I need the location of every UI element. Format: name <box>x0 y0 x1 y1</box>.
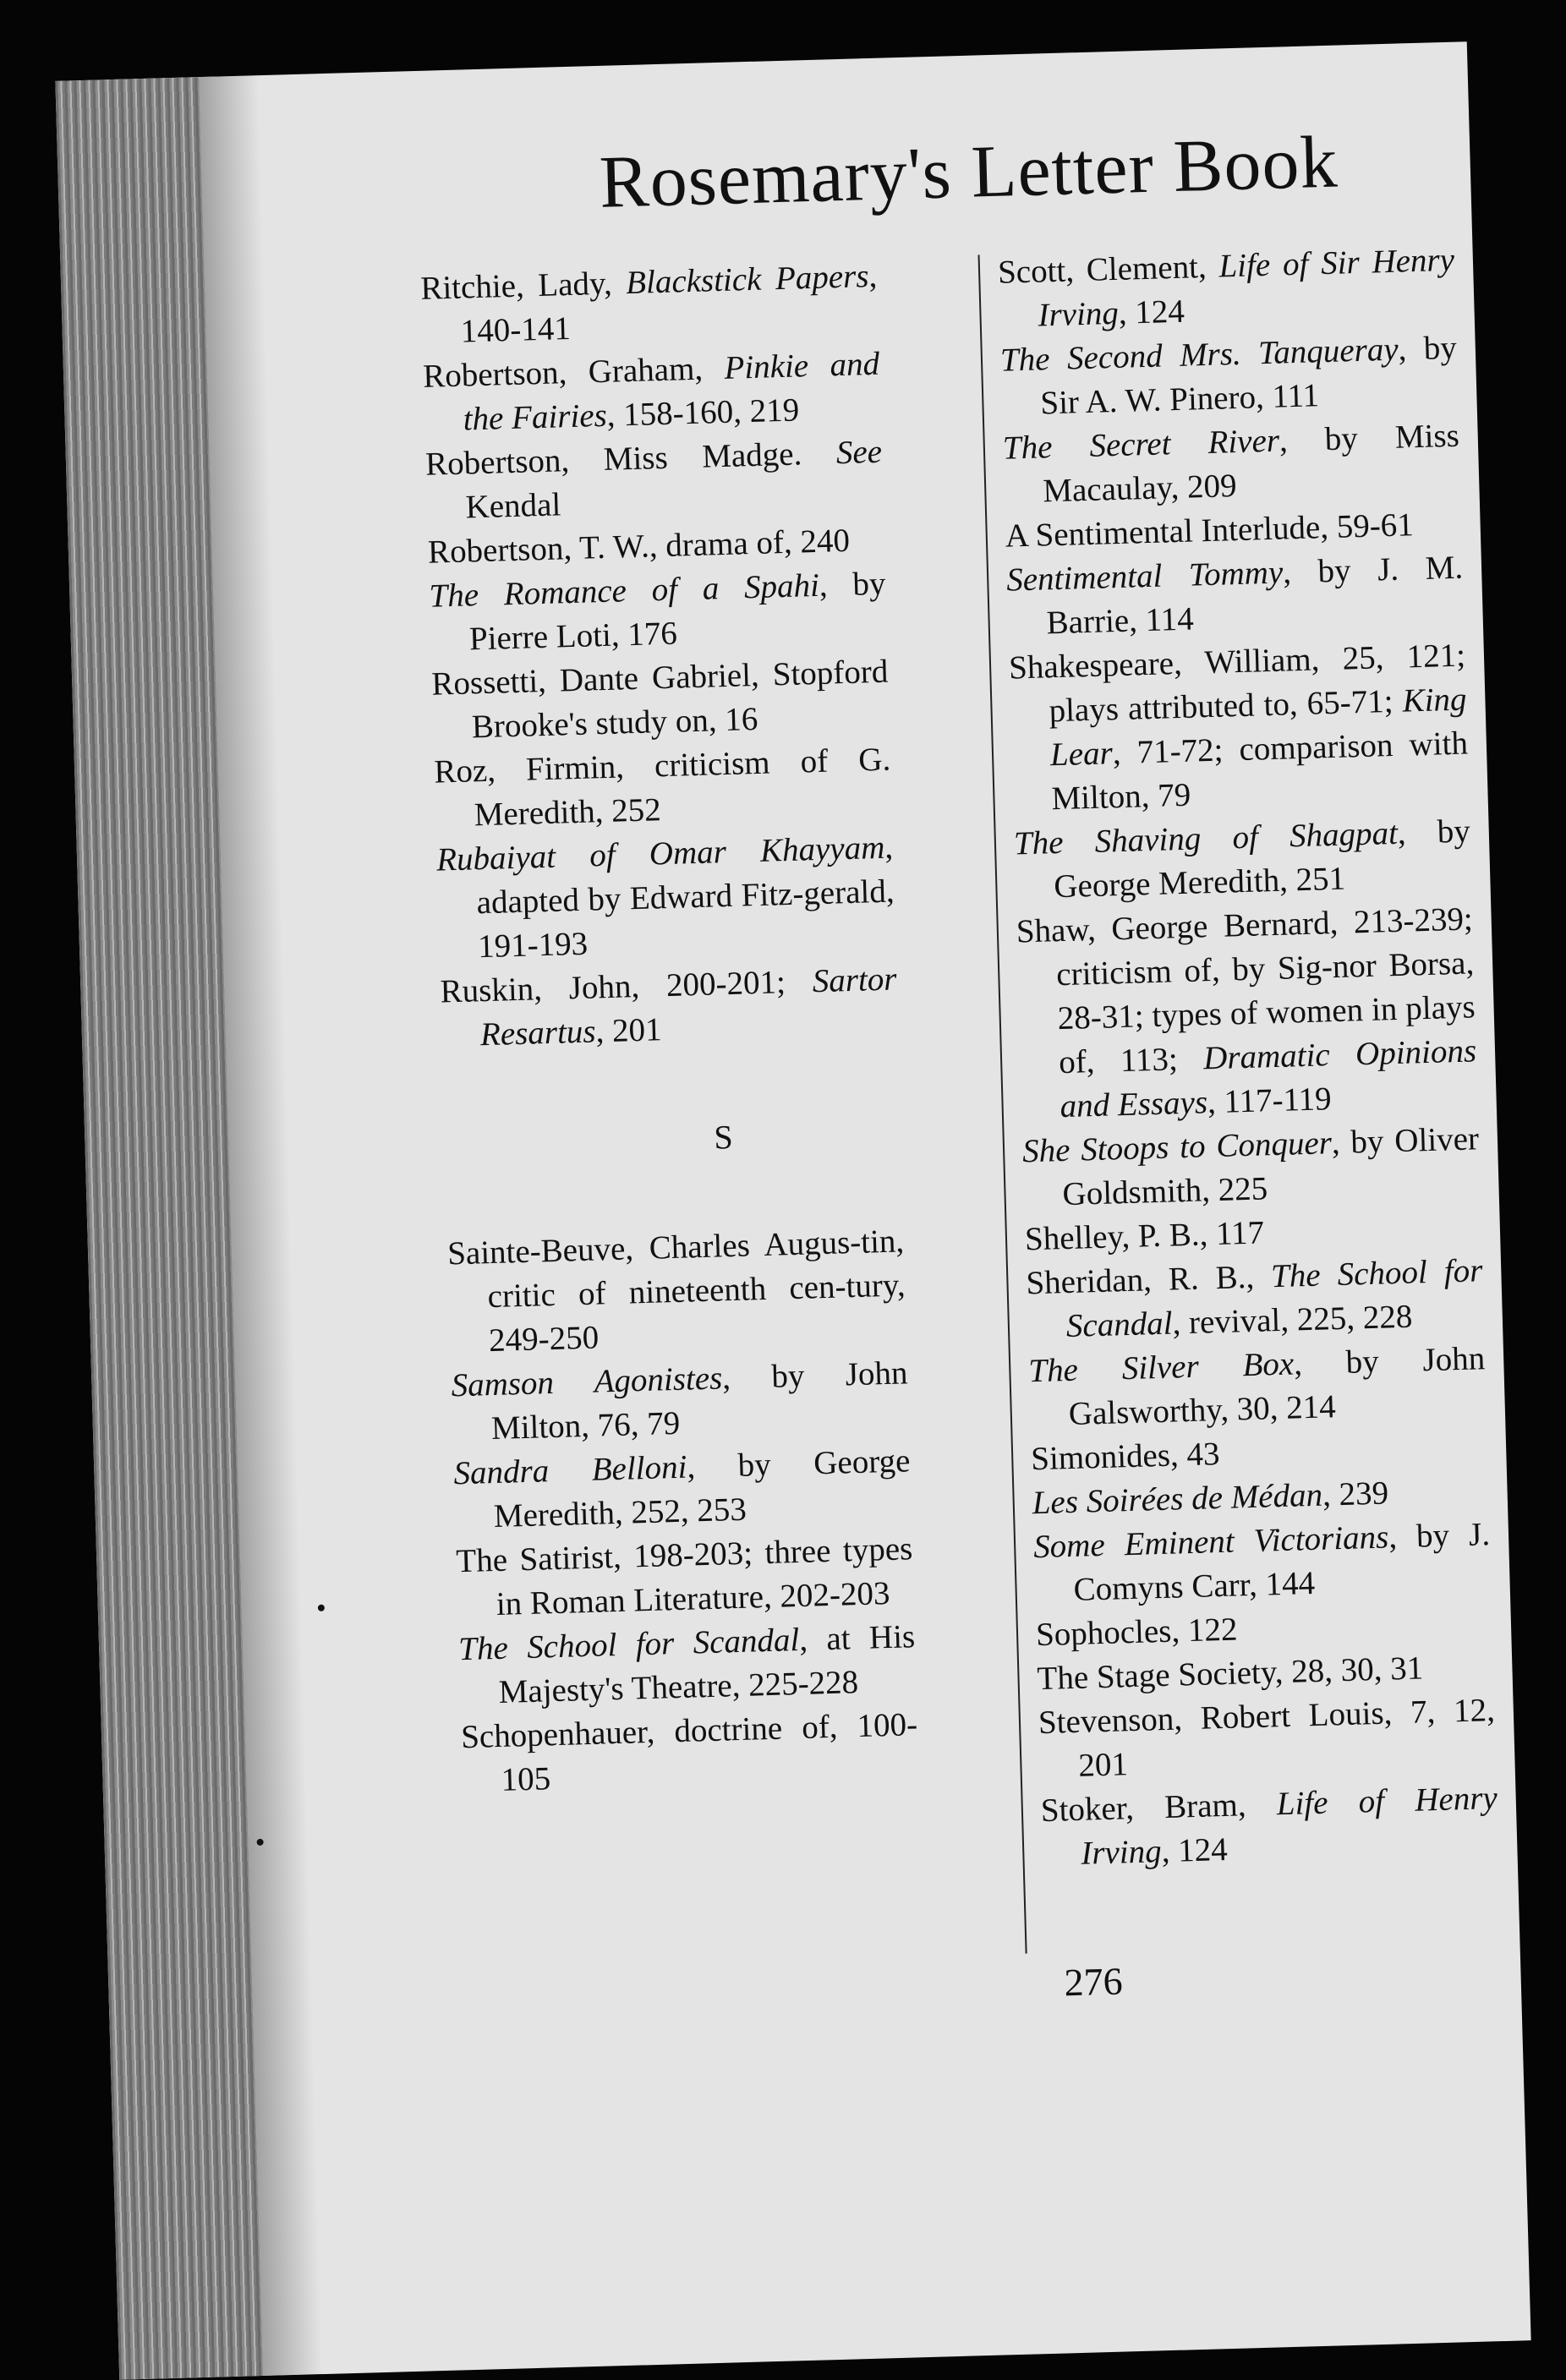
index-entry-title: Some Eminent Victorians <box>1032 1518 1389 1566</box>
index-entry <box>1016 897 1478 1130</box>
page-edge <box>55 77 263 2380</box>
index-entry-text: , 71-72; comparison with Milton, 79 <box>1050 725 1469 818</box>
index-column-left <box>420 254 920 1803</box>
index-entry-text: Sheridan, R. B., <box>1025 1258 1272 1302</box>
index-entry-text: Shelley, P. B., 117 <box>1024 1214 1265 1258</box>
index-entry <box>1033 1513 1492 1613</box>
index-entry <box>436 826 896 971</box>
index-entry-title: The Romance of a Spahi <box>428 566 820 615</box>
index-entry <box>456 1527 915 1628</box>
index-entry-text: , by George Meredith, 252, 253 <box>493 1442 911 1535</box>
index-entry-text: Robertson, Miss Madge. <box>424 435 837 483</box>
index-entry-title: Pinkie and the Fairies <box>463 345 880 438</box>
index-entry-title: The School for Scandal <box>457 1622 800 1668</box>
index-entry-text: Sophocles, 122 <box>1035 1611 1238 1654</box>
index-entry-title: The Silver Box <box>1027 1345 1295 1390</box>
index-entry-text: Roz, Firmin, criticism of G. Meredith, 252 <box>433 741 891 834</box>
index-entry <box>440 957 899 1058</box>
index-entry-text: Sainte-Beuve, Charles Augus-tin, critic of nineteenth cen-tury, 249-250 <box>446 1223 906 1360</box>
index-entry-text: Scott, Clement, <box>997 248 1220 291</box>
index-entry <box>1028 1337 1487 1437</box>
index-entry-text: , 117-119 <box>1207 1081 1333 1121</box>
index-entry-text: Ritchie, Lady, <box>419 265 627 307</box>
index-entry-text: , 124 <box>1118 293 1185 331</box>
index-entry-text: Stevenson, Robert Louis, 7, 12, 201 <box>1038 1692 1496 1784</box>
index-group-r <box>420 254 899 1059</box>
index-entry-title: Sandra Belloni <box>452 1448 687 1492</box>
index-entry <box>424 430 884 531</box>
index-entry-title: The Second Mrs. Tanqueray <box>999 331 1399 379</box>
index-entry-text: , 140-141 <box>460 257 878 350</box>
index-entry-text: , by J. M. Barrie, 114 <box>1046 549 1464 642</box>
index-entry-title: Dramatic Opinions and Essays <box>1060 1032 1477 1125</box>
index-entry-text: Schopenhauer, doctrine of, 100-105 <box>460 1706 918 1798</box>
index-entry-text: , 158-160, 219 <box>606 391 800 434</box>
index-entry-title: Sartor Resartus <box>479 960 897 1053</box>
index-entry-text: , by Miss Macaulay, 209 <box>1042 417 1460 510</box>
index-entry <box>434 738 893 839</box>
index-entry-text: Ruskin, John, 200-201; <box>440 963 813 1010</box>
index-column-right <box>997 238 1499 1877</box>
index-entry <box>429 562 888 663</box>
index-entry <box>1040 1776 1499 1877</box>
index-entry-text: , by John Milton, 76, 79 <box>490 1354 909 1447</box>
index-entry <box>999 326 1459 427</box>
index-group-s-continued <box>997 238 1499 1877</box>
index-entry-title: See <box>835 433 883 472</box>
section-letter: S <box>713 1117 734 1157</box>
index-entry-text: A Sentimental Interlude, 59-61 <box>1005 506 1415 555</box>
index-entry-text: The Stage Society, 28, 30, 31 <box>1036 1650 1424 1698</box>
index-entry <box>451 1351 910 1452</box>
index-group-s <box>447 1219 920 1803</box>
index-entry-text: Robertson, Graham, <box>422 349 726 395</box>
index-entry-title: Rubaiyat of Omar Khayyam <box>435 829 885 878</box>
index-entry <box>458 1615 917 1715</box>
index-entry-text: Robertson, T. W., drama of, 240 <box>427 522 851 571</box>
index-entry-text: , by Oliver Goldsmith, 225 <box>1061 1120 1480 1213</box>
index-entry-title: Samson Agonistes <box>451 1360 723 1404</box>
index-entry-text: , by J. Comyns Carr, 144 <box>1073 1516 1491 1608</box>
index-entry-title: Les Soirées de Médan <box>1032 1476 1323 1522</box>
page-number: 276 <box>1063 1959 1124 2005</box>
index-entry-title: The Secret River <box>1002 422 1280 467</box>
index-entry-text: , at His Majesty's Theatre, 225-228 <box>498 1618 916 1710</box>
index-entry <box>420 254 879 355</box>
index-entry-title: She Stoops to Conquer <box>1021 1124 1333 1170</box>
index-entry-title: Life of Sir Henry Irving <box>1037 241 1455 334</box>
index-entry-title: Life of Henry Irving <box>1080 1780 1498 1872</box>
index-entry-title: The Shaving of Shagpat <box>1013 814 1399 862</box>
index-entry-text: , adapted by Edward Fitz-gerald, 191-193 <box>476 829 895 966</box>
index-entry-title: Sentimental Tommy <box>1005 554 1284 599</box>
index-entry <box>431 650 890 751</box>
book-page <box>55 41 1530 2380</box>
index-entry-text: , by Sir A. W. Pinero, 111 <box>1039 329 1458 422</box>
index-entry-text: Shaw, George Bernard, 213-239; criticism of, by Sig-nor Borsa, 28-31; types of women in plays of, 113; <box>1016 900 1476 1081</box>
index-entry-text: Stoker, Bram, <box>1040 1786 1278 1830</box>
index-entry <box>1038 1688 1497 1789</box>
page-title: Rosemary's Letter Book <box>598 121 1339 224</box>
index-entry-text: Kendal <box>465 486 561 526</box>
index-entry <box>1026 1249 1485 1349</box>
index-entry <box>447 1219 907 1364</box>
index-entry <box>423 342 882 443</box>
index-entry-text: , by John Galsworthy, 30, 214 <box>1068 1340 1486 1432</box>
index-entry <box>1006 546 1465 647</box>
index-entry <box>453 1439 912 1540</box>
index-entry-text: Simonides, 43 <box>1030 1436 1221 1478</box>
index-entry-title: Blackstick Papers <box>625 258 870 302</box>
index-entry-text: , 124 <box>1161 1830 1229 1870</box>
index-entry-text: , 239 <box>1322 1475 1389 1513</box>
index-entry-text: The Satirist, 198-203; three types in Roman Literature, 202-203 <box>455 1530 913 1622</box>
index-entry <box>1013 809 1472 910</box>
index-entry-title: King Lear <box>1049 681 1468 774</box>
index-entry-text: Shakespeare, William, 25, 121; plays attributed to, 65-71; <box>1008 637 1466 730</box>
index-entry-title: The School for Scandal <box>1065 1252 1483 1345</box>
index-entry <box>997 238 1456 339</box>
index-entry <box>461 1703 920 1803</box>
index-entry-text: , by George Meredith, 251 <box>1053 812 1471 905</box>
index-entry-text: , by Pierre Loti, 176 <box>468 565 886 658</box>
index-entry <box>1008 634 1470 823</box>
ink-speck <box>318 1605 325 1611</box>
index-entry <box>1021 1117 1481 1217</box>
index-entry <box>1002 414 1461 515</box>
index-entry-text: , revival, 225, 228 <box>1171 1298 1413 1342</box>
index-entry-text: Rossetti, Dante Gabriel, Stopford Brooke's study on, 16 <box>430 653 889 746</box>
index-entry-text: , 201 <box>594 1011 663 1050</box>
